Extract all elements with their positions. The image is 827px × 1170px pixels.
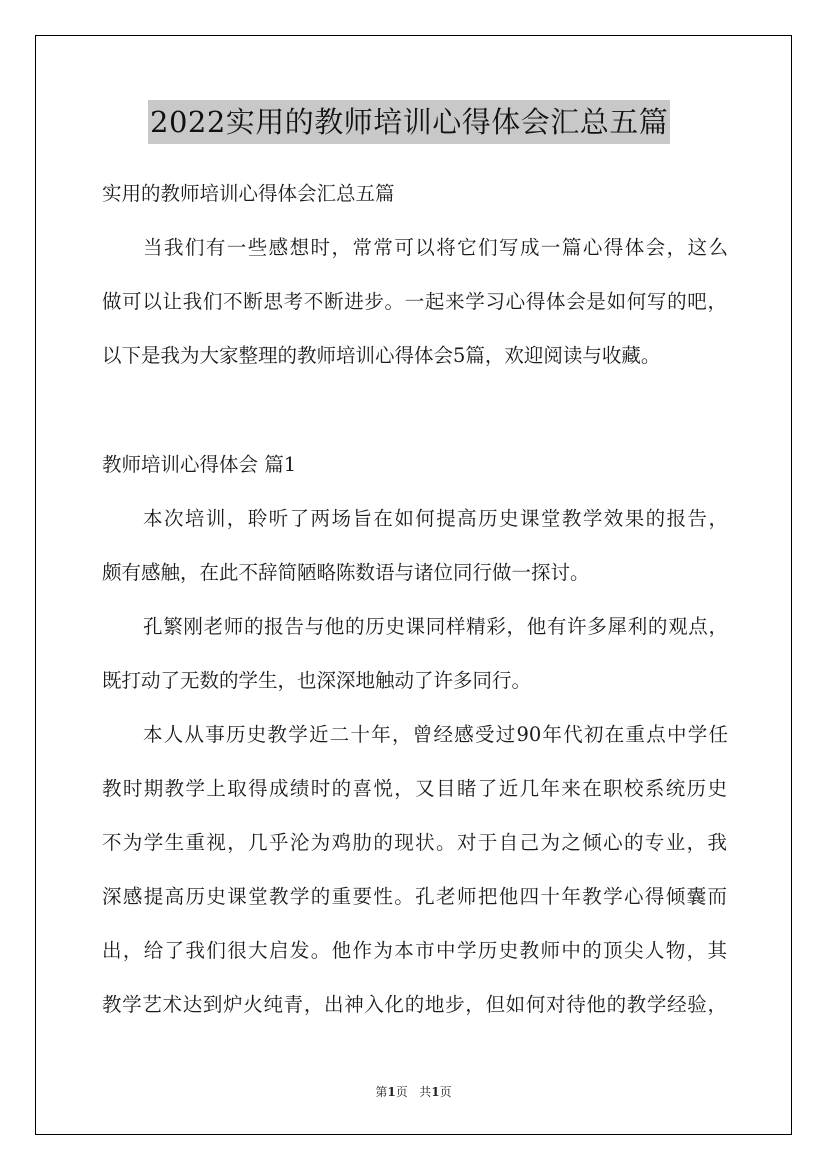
footer-page-mid: 页 共	[395, 1085, 432, 1099]
footer-page-current: 1	[387, 1085, 396, 1099]
paragraph3-line-2: 教时期教学上取得成绩时的喜悦，又目睹了近几年来在职校系统历史	[102, 777, 727, 800]
document-subtitle: 实用的教师培训心得体会汇总五篇	[102, 182, 395, 205]
footer-page-prefix: 第	[375, 1085, 388, 1099]
document-title: 2022实用的教师培训心得体会汇总五篇	[148, 100, 670, 144]
footer-page-suffix: 页	[439, 1085, 452, 1099]
paragraph1-line-2: 颇有感触，在此不辞简陋略陈数语与诸位同行做一探讨。	[102, 561, 590, 584]
paragraph2-line-1: 孔繁刚老师的报告与他的历史课同样精彩，他有许多犀利的观点，	[143, 615, 728, 638]
paragraph2-line-2: 既打动了无数的学生，也深深地触动了许多同行。	[102, 669, 532, 692]
footer-page-total: 1	[431, 1085, 440, 1099]
paragraph3-line-6: 教学艺术达到炉火纯青，出神入化的地步，但如何对待他的教学经验，	[102, 993, 727, 1016]
page-footer	[0, 1084, 827, 1100]
section-heading: 教师培训心得体会 篇1	[102, 453, 297, 476]
paragraph3-line-1: 本人从事历史教学近二十年，曾经感受过90年代初在重点中学任	[143, 723, 728, 746]
paragraph3-line-4: 深感提高历史课堂教学的重要性。孔老师把他四十年教学心得倾囊而	[102, 885, 727, 908]
intro-line-3: 以下是我为大家整理的教师培训心得体会5篇，欢迎阅读与收藏。	[102, 344, 661, 367]
intro-line-2: 做可以让我们不断思考不断进步。一起来学习心得体会是如何写的吧，	[102, 290, 727, 313]
paragraph3-line-5: 出，给了我们很大启发。他作为本市中学历史教师中的顶尖人物，其	[102, 939, 727, 962]
intro-line-1: 当我们有一些感想时，常常可以将它们写成一篇心得体会，这么	[143, 236, 728, 259]
paragraph1-line-1: 本次培训，聆听了两场旨在如何提高历史课堂教学效果的报告，	[143, 507, 728, 530]
paragraph3-line-3: 不为学生重视，几乎沦为鸡肋的现状。对于自己为之倾心的专业，我	[102, 831, 727, 854]
